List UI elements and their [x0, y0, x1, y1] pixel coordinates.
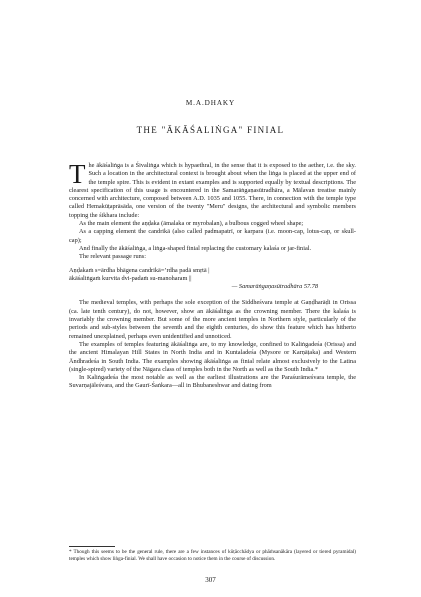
verse-line: ākāśaliṅgaṁ kurvita dvi-padaṁ su-manoharam || — [69, 274, 192, 282]
body-text — [69, 159, 356, 391]
paragraph-list-item: As the main element the aṇḍaka (āmalaka or myrobalan), a bulbous cogged wheel shape; — [79, 220, 304, 228]
paragraph-list-item: As a capping element the candrikā (also called padmapatrī, or karpara (i.e. moon-cap, lotus-cap, or skull-cap); — [69, 228, 356, 244]
paragraph: The examples of temples featuring ākāśaliṅga are, to my knowledge, confined to Kaliṅgadeśa (Orissa) and the ancient Himalayan Hill States in North India and in Kuntaladeśa (Mysore or Karṇāṭaka) and Western Āndhradeśa in South India. The examples showing ākāśaliṅga as finial relate almost exclusively to the Latina (single-spired) variety of the Nāgara class of temples both in the North as well as the South India.* — [69, 340, 356, 373]
page-number: 307 — [205, 576, 216, 584]
verse-source: — Samarāṅgaṇasūtradhāra 57.78 — [231, 283, 318, 291]
paragraph: In Kaliṅgadeśa the most notable as well as the earliest illustrations are the Paraśurāmeśvara temple, the Suvarṇajāleśvara, and the Gaurī-Śaṅkara—all in Bhubaneshwar and dating from — [69, 374, 356, 390]
paragraph-list-item: And finally the ākāśaliṅga, a liṅga-shaped finial replacing the customary kalaśa or jar-finial. — [79, 244, 312, 252]
verse-line: Aṇḍakaṁ s=ārdha bhāgena candrikā=’rdha padā smṛtā | — [69, 266, 210, 274]
paragraph-intro-text: he ākāśaliṅga is a Śivaliṅga which is hypaethral, in the sense that it is exposed to the aether, i.e. the sky. Such a location in the architectural context is brought about when the liṅga is placed at the upper end of the temple spire. This is evident in extant examples and is supported equally by textual descriptions. The clearest specification of this usage is encountered in the Samarāṅgaṇasūtradhāra, a Mālavan treatise mainly concerned with architecture, composed between A.D. 1035 and 1055. There, in connection with the temple type called Hemakūṭaprāsāda, one version of the twenty "Meru" designs, the architectural and symbolic members topping the śikhara include: — [69, 162, 356, 219]
paragraph-passage-intro: The relevant passage runs: — [79, 253, 146, 261]
drop-cap: T — [69, 159, 86, 189]
paragraph-intro — [69, 159, 356, 220]
article-title: THE "ĀKĀŚALIṄGA" FINIAL — [136, 125, 285, 135]
author-name: M.A.DHAKY — [185, 99, 236, 107]
paragraph: The medieval temples, with perhaps the sole exception of the Siddheśvara temple at Gaṇḍharāḍi in Orissa (ca. late tenth century), do not, however, show an ākāśaliṅga as the crowning member. There the kalaśa is invariably the crowning member. But some of the more ancient temples in Northern style, particularly of the periods and sub-styles between the seventh and the eighth centuries, do show this feature which has hitherto remained unexplained, perhaps even unidentified and unnoticed. — [69, 299, 356, 340]
sanskrit-verse — [69, 267, 356, 292]
footnote: * Though this seems to be the general rule, there are a few instances of kūṭācchādya or phāṁsanākāra (layered or tiered pyramidal) temples which show liṅga-finial. We shall have occasion to notice them in the course of discussion. — [69, 549, 356, 562]
footnote-rule — [69, 546, 115, 547]
